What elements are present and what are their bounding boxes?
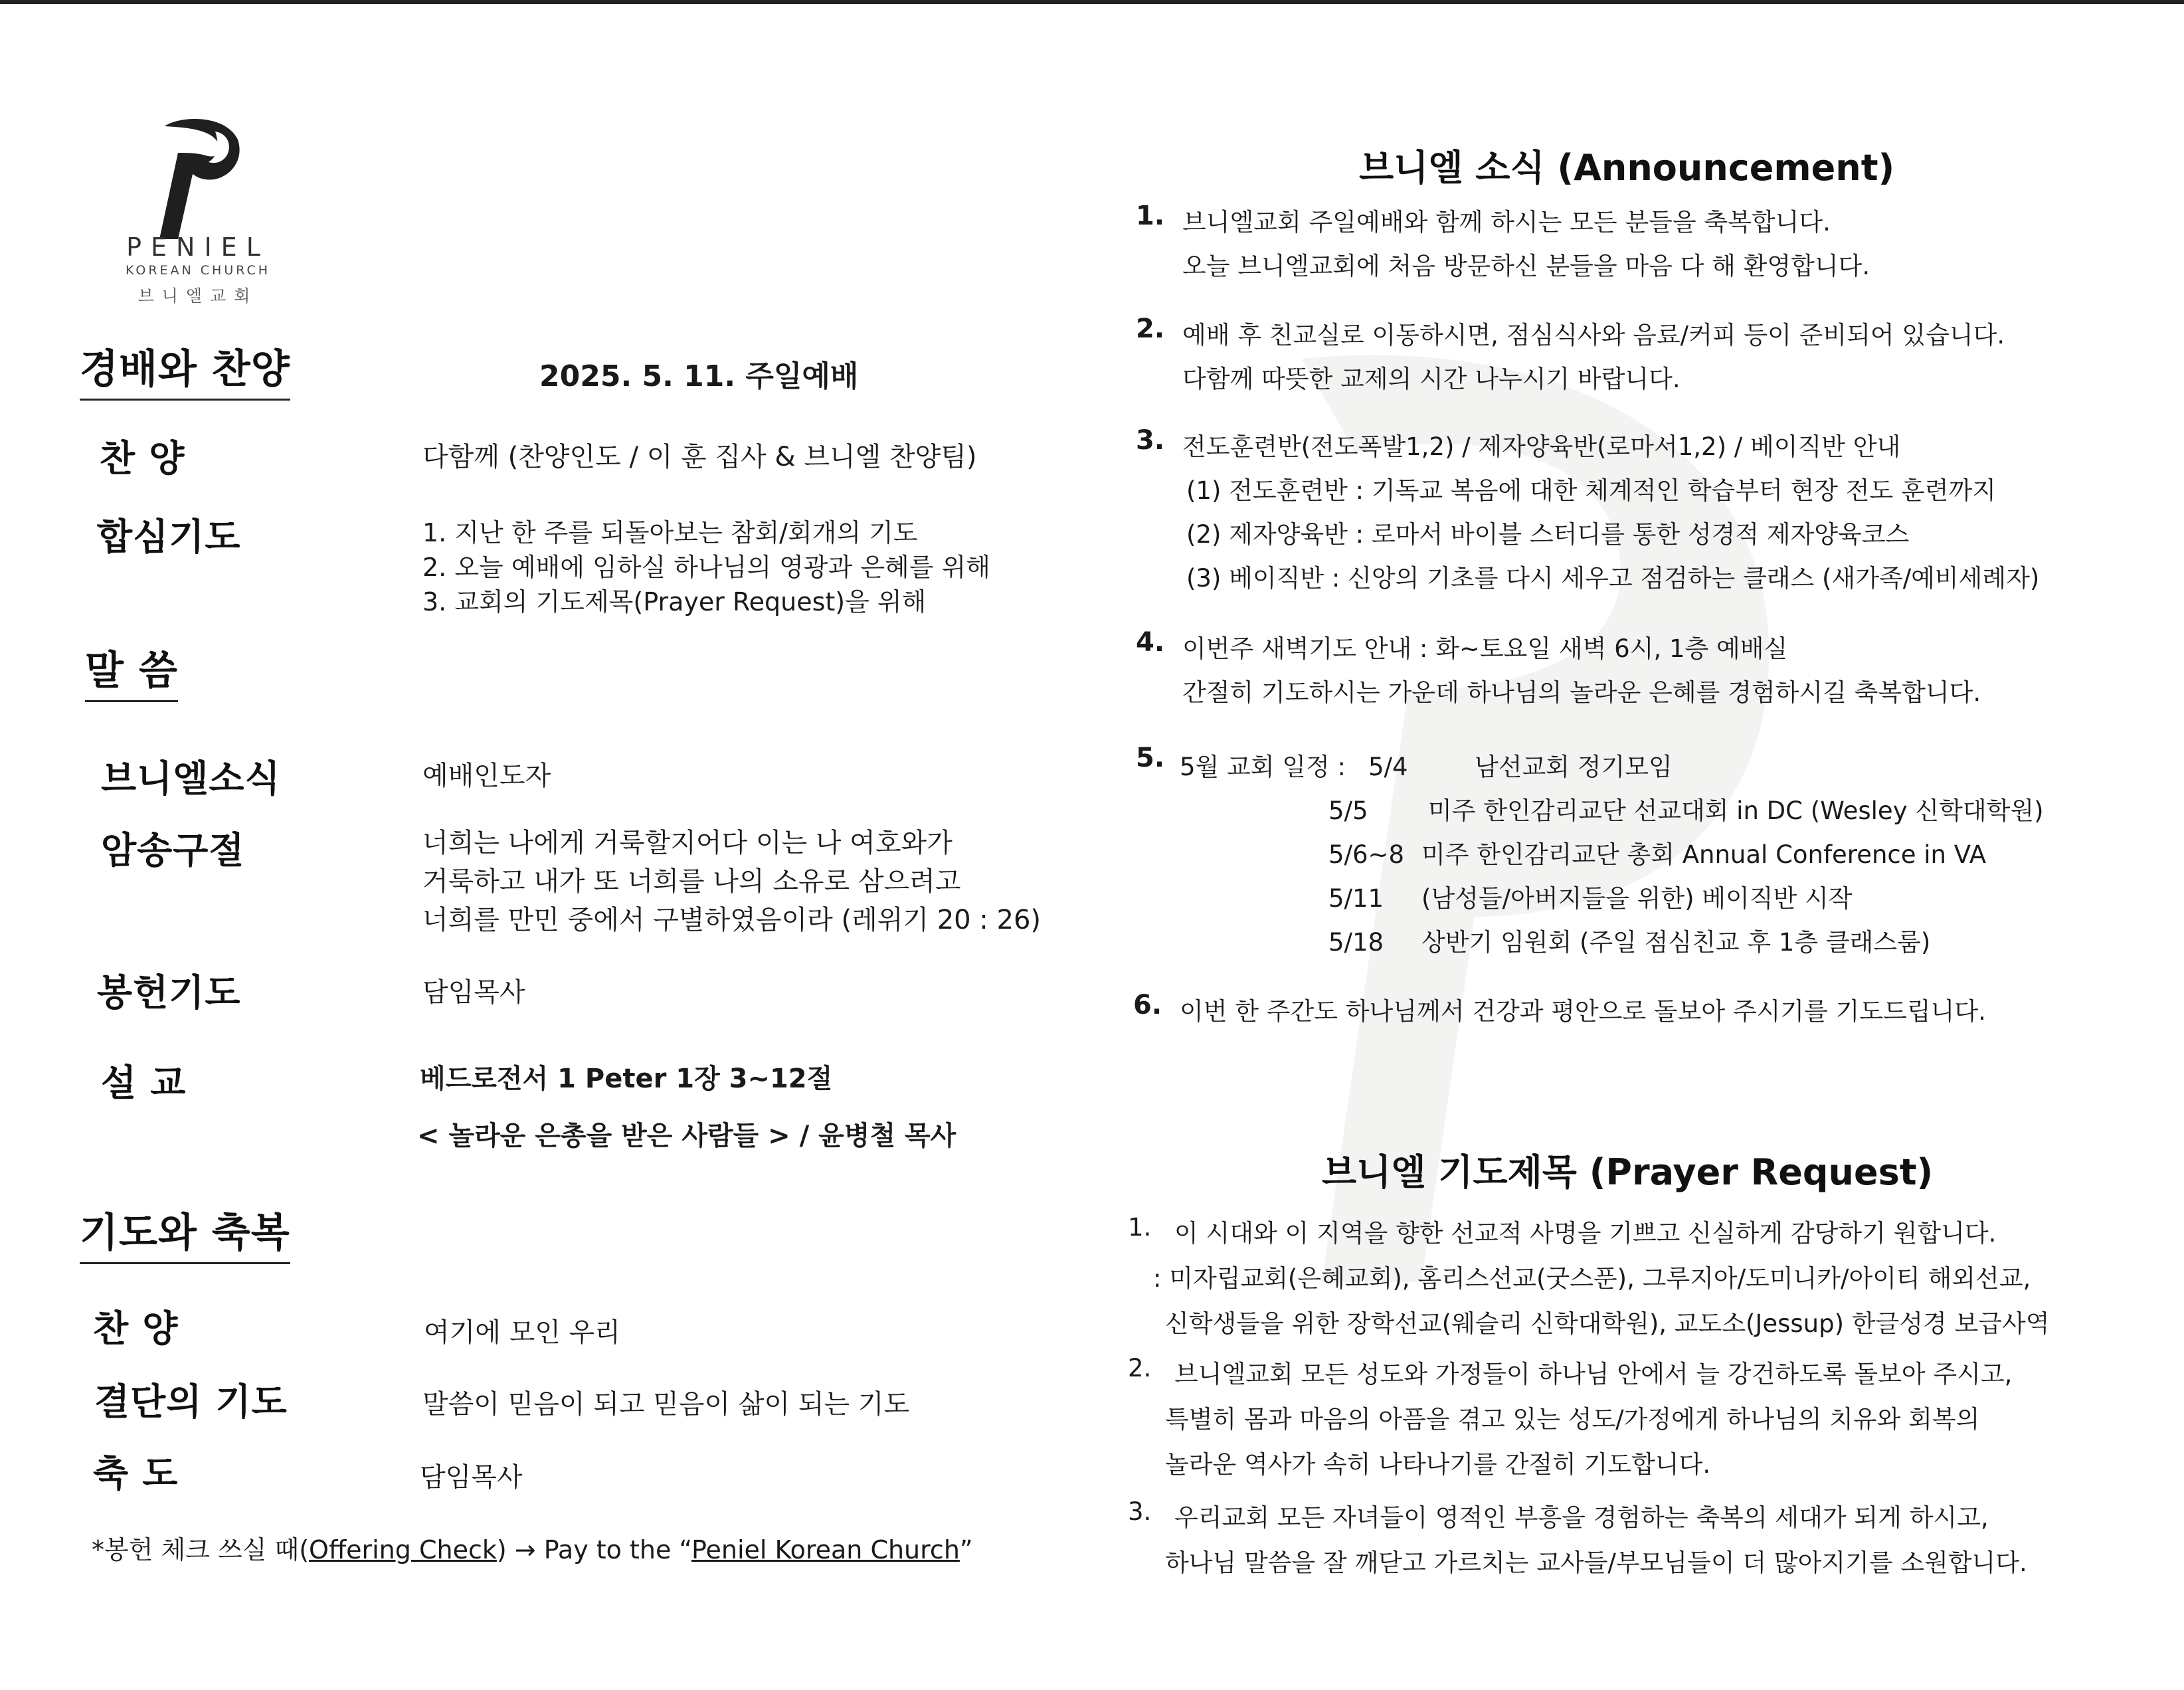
praise2-label: 찬 양 [93,1307,179,1350]
announcement-line: 이번주 새벽기도 안내 : 화~토요일 새벽 6시, 1층 예배실 [1182,634,1788,663]
announcement-line: (2) 제자양육반 : 로마서 바이블 스터디를 통한 성경적 제자양육코스 [1186,520,1910,549]
memory-verse-label: 암송구절 [101,829,245,872]
news-value: 예배인도자 [422,761,551,791]
announcement-item [1136,201,2132,294]
announcement-item-schedule [1136,743,2159,969]
schedule-row [1328,921,2044,965]
schedule-event: 남선교회 정기모임 [1475,753,1673,781]
announcement-line: 예배 후 친교실로 이동하시면, 점심식사와 음료/커피 등이 준비되어 있습니다. [1182,321,2005,349]
schedule-event: 미주 한인감리교단 총회 Annual Conference in VA [1421,840,1987,869]
list-item: 2. 오늘 예배에 임하실 하나님의 영광과 은혜를 위해 [422,553,990,582]
offering-prayer-value: 담임목사 [422,977,525,1008]
prayer-line: 하나님 말씀을 잘 깨닫고 가르치는 교사들/부모님들이 더 많아지기를 소원합니다. [1165,1549,2027,1577]
announcement-item [1136,314,2132,407]
logo [105,233,291,307]
section-prayer-blessing-heading: 기도와 축복 [80,1201,290,1264]
logo-subtitle: KOREAN CHURCH [125,263,271,278]
verse-line: 너희를 만민 중에서 구별하였음이라 (레위기 20 : 26) [422,905,1042,935]
announcement-number: 2. [1136,314,1165,344]
announcement-line: (3) 베이직반 : 신앙의 기초를 다시 세우고 점검하는 클래스 (새가족/예비세례자) [1186,564,2040,593]
schedule-date: 5/5 [1328,797,1368,825]
prayer-line: 이 시대와 이 지역을 향한 선교적 사명을 기쁘고 신실하게 감당하기 원합니다. [1174,1219,1997,1248]
service-date: 2025. 5. 11. 주일예배 [539,359,859,393]
unison-prayer-list [422,516,990,619]
schedule-date: 5/6~8 [1328,840,1405,869]
logo-korean: 브니엘교회 [137,286,258,306]
offering-check-text: Offering Check [309,1535,497,1564]
schedule-list [1328,745,2044,965]
prayer-line: 우리교회 모든 자녀들이 영적인 부흥을 경험하는 축복의 세대가 되게 하시고, [1174,1503,1989,1532]
memory-verse-text [422,824,1041,939]
announcement-line: 이번 한 주간도 하나님께서 건강과 평안으로 돌보아 주시기를 기도드립니다. [1180,997,1986,1026]
news-label: 브니엘소식 [101,757,281,800]
offering-note [92,1529,973,1566]
announcement-line: 다함께 따뜻한 교제의 시간 나누시기 바랍니다. [1182,365,1681,393]
announcement-number: 3. [1136,425,1165,456]
announcement-number: 5. [1136,743,1165,773]
prayer-requests-title: 브니엘 기도제목 (Prayer Request) [1322,1151,1934,1193]
schedule-event: 미주 한인감리교단 선교대회 in DC (Wesley 신학대학원) [1428,797,2044,825]
praise2-value: 여기에 모인 우리 [424,1317,620,1348]
logo-name: PENIEL [126,233,270,262]
benediction-label: 축 도 [93,1452,179,1495]
verse-line: 거룩하고 내가 또 너희를 나의 소유로 삼으려고 [422,866,961,897]
offering-note-middle: ) → Pay to the “ [496,1535,691,1564]
prayer-number: 1. [1128,1213,1152,1242]
unison-prayer-label: 합심기도 [97,516,241,558]
list-item: 3. 교회의 기도제목(Prayer Request)을 위해 [422,587,927,616]
top-border [0,0,2184,4]
announcement-item [1136,425,2132,611]
schedule-row [1328,789,2044,833]
praise-value: 다함께 (찬양인도 / 이 훈 집사 & 브니엘 찬양팀) [422,442,977,472]
praise-label: 찬 양 [100,437,185,480]
decision-prayer-value: 말씀이 믿음이 되고 믿음이 삶이 되는 기도 [422,1389,910,1420]
announcement-number: 4. [1136,627,1165,658]
prayer-line: : 미자립교회(은혜교회), 홈리스선교(굿스푼), 그루지아/도미니카/아이티 해외선교, [1153,1264,2031,1293]
offering-note-suffix: ” [959,1535,973,1564]
schedule-event: (남성들/아버지들을 위한) 베이직반 시작 [1421,884,1853,913]
announcement-item [1133,990,2130,1036]
peniel-logo-icon [151,113,244,246]
announcement-line: 오늘 브니엘교회에 처음 방문하신 분들을 마음 다 해 환영합니다. [1182,252,1870,280]
announcements-title: 브니엘 소식 (Announcement) [1359,147,1895,189]
sermon-title: < 놀라운 은총을 받은 사람들 > / 윤병철 목사 [417,1121,956,1151]
schedule-date: 5/18 [1328,928,1384,957]
announcement-line: (1) 전도훈련반 : 기독교 복음에 대한 체계적인 학습부터 현장 전도 훈련까지 [1186,476,1997,505]
offering-note-prefix: *봉헌 체크 쓰실 때( [92,1535,310,1564]
announcement-number: 6. [1133,990,1162,1020]
payee-name: Peniel Korean Church [691,1535,960,1564]
announcement-line: 브니엘교회 주일예배와 함께 하시는 모든 분들을 축복합니다. [1182,208,1831,236]
sermon-label: 설 교 [101,1062,187,1104]
announcement-line: 전도훈련반(전도폭발1,2) / 제자양육반(로마서1,2) / 베이직반 안내 [1182,432,1901,461]
verse-line: 너희는 나에게 거룩할지어다 이는 나 여호와가 [422,828,953,858]
schedule-row [1368,745,2044,789]
schedule-row [1328,833,2044,877]
prayer-line: 신학생들을 위한 장학선교(웨슬리 신학대학원), 교도소(Jessup) 한글성경 보급사역 [1165,1309,2050,1338]
section-word-heading: 말 씀 [85,639,178,702]
prayer-line: 놀라운 역사가 속히 나타나기를 간절히 기도합니다. [1165,1450,1711,1479]
list-item: 1. 지난 한 주를 되돌아보는 참회/회개의 기도 [422,518,918,547]
benediction-value: 담임목사 [420,1462,523,1493]
schedule-lead: 5월 교회 일정 : [1180,753,1346,781]
schedule-row [1328,877,2044,921]
prayer-line: 브니엘교회 모든 성도와 가정들이 하나님 안에서 늘 강건하도록 돌보아 주시고, [1174,1360,2013,1388]
sermon-scripture: 베드로전서 1 Peter 1장 3~12절 [420,1064,833,1094]
announcement-number: 1. [1136,201,1165,231]
decision-prayer-label: 결단의 기도 [94,1380,288,1423]
schedule-event: 상반기 임원회 (주일 점심친교 후 1층 클래스룸) [1421,928,1931,957]
schedule-date: 5/11 [1328,884,1384,913]
schedule-date: 5/4 [1368,753,1408,781]
offering-prayer-label: 봉헌기도 [97,971,241,1014]
prayer-number: 2. [1128,1354,1152,1382]
prayer-line: 특별히 몸과 마음의 아픔을 겪고 있는 성도/가정에게 하나님의 치유와 회복의 [1165,1405,1980,1434]
announcement-line: 간절히 기도하시는 가운데 하나님의 놀라운 은혜를 경험하시길 축복합니다. [1182,678,1981,707]
section-worship-heading: 경배와 찬양 [80,337,290,401]
prayer-number: 3. [1128,1497,1152,1526]
announcement-item [1136,627,2132,720]
